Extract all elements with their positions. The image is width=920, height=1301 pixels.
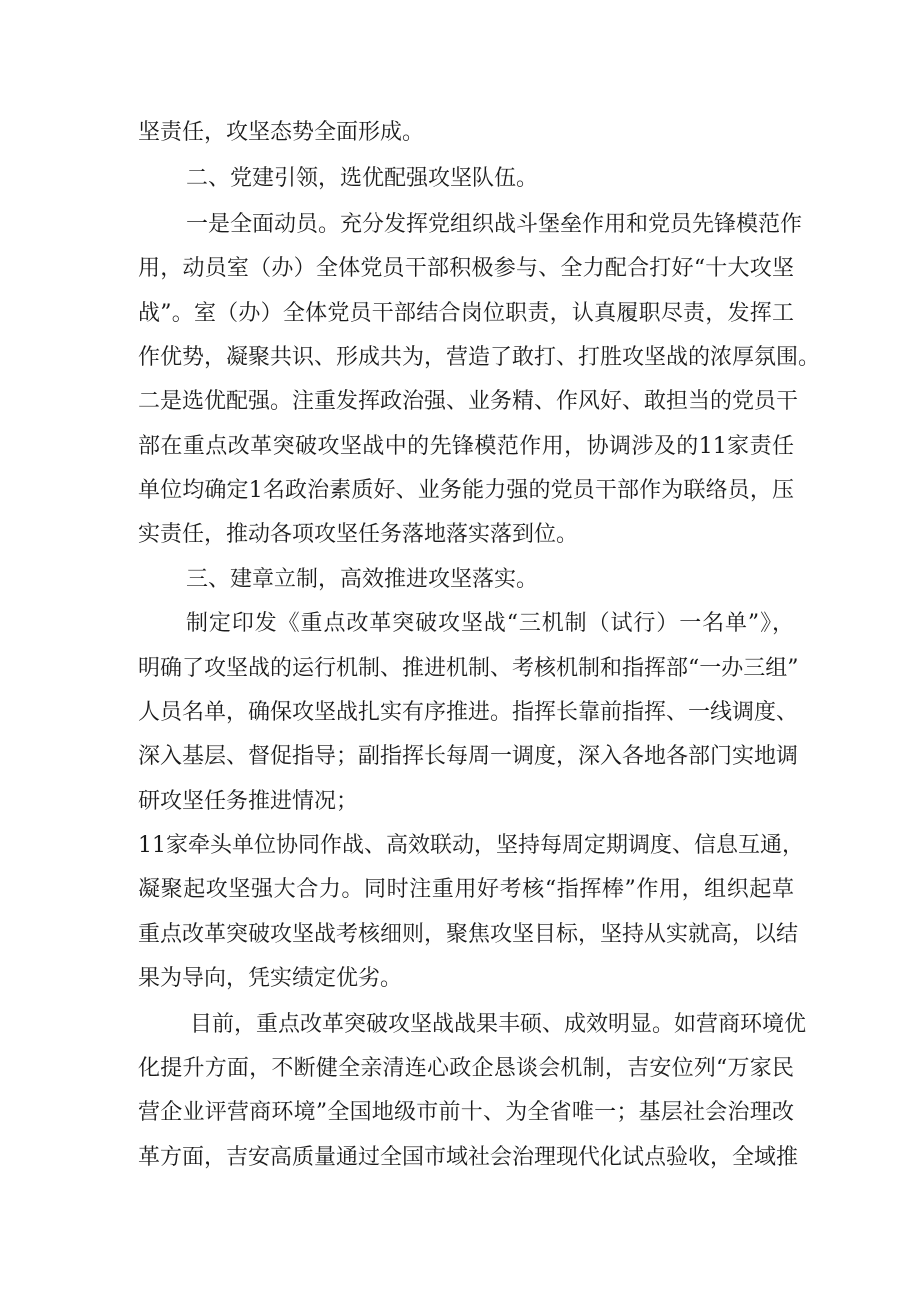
paragraph-line: 研攻坚任务推进情况；	[138, 789, 359, 814]
paragraph-line: 一是全面动员。充分发挥党组织战斗堡垒作用和党员先锋模范作	[186, 212, 803, 237]
paragraph-line: 11家牵头单位协同作战、高效联动，坚持每周定期调度、信息互通，	[138, 833, 804, 858]
paragraph-line: 坚责任，攻坚态势全面形成。	[138, 120, 425, 145]
paragraph-line: 明确了攻坚战的运行机制、推进机制、考核机制和指挥部“一办三组”	[138, 656, 799, 681]
paragraph-line: 单位均确定1名政治素质好、业务能力强的党员干部作为联络员，压	[138, 478, 794, 503]
paragraph-line: 果为导向，凭实绩定优劣。	[138, 966, 403, 991]
section-heading: 二、党建引领，选优配强攻坚队伍。	[186, 166, 539, 191]
paragraph-line: 凝聚起攻坚强大合力。同时注重用好考核“指挥棒”作用，组织起草	[138, 877, 794, 902]
paragraph-line: 部在重点改革突破攻坚战中的先锋模范作用，协调涉及的11家责任	[138, 434, 794, 459]
paragraph-line: 人员名单，确保攻坚战扎实有序推进。指挥长靠前指挥、一线调度、	[138, 700, 799, 725]
paragraph-line: 革方面，吉安高质量通过全国市域社会治理现代化试点验收，全域推	[138, 1145, 799, 1170]
section-heading: 三、建章立制，高效推进攻坚落实。	[186, 567, 539, 592]
paragraph-line: 作优势，凝聚共识、形成共为，营造了敢打、打胜攻坚战的浓厚氛围。	[138, 345, 821, 370]
paragraph-line: 重点改革突破攻坚战考核细则，聚焦攻坚目标，坚持从实就高，以结	[138, 922, 799, 947]
paragraph-line: 深入基层、督促指导；副指挥长每周一调度，深入各地各部门实地调	[138, 744, 799, 769]
paragraph-line: 化提升方面，不断健全亲清连心政企恳谈会机制，吉安位列“万家民	[138, 1056, 794, 1081]
paragraph-line: 制定印发《重点改革突破攻坚战“三机制（试行）一名单”》，	[186, 611, 794, 636]
paragraph-line: 营企业评营商环境”全国地级市前十、为全省唯一；基层社会治理改	[138, 1100, 794, 1125]
paragraph-line: 目前，重点改革突破攻坚战战果丰硕、成效明显。如营商环境优	[190, 1012, 807, 1037]
paragraph-line: 二是选优配强。注重发挥政治强、业务精、作风好、敢担当的党员干	[138, 389, 799, 414]
paragraph-line: 用，动员室（办）全体党员干部积极参与、全力配合打好“十大攻坚	[138, 256, 794, 281]
paragraph-line: 战”。室（办）全体党员干部结合岗位职责，认真履职尽责，发挥工	[138, 301, 794, 326]
paragraph-line: 实责任，推动各项攻坚任务落地落实落到位。	[138, 522, 579, 547]
